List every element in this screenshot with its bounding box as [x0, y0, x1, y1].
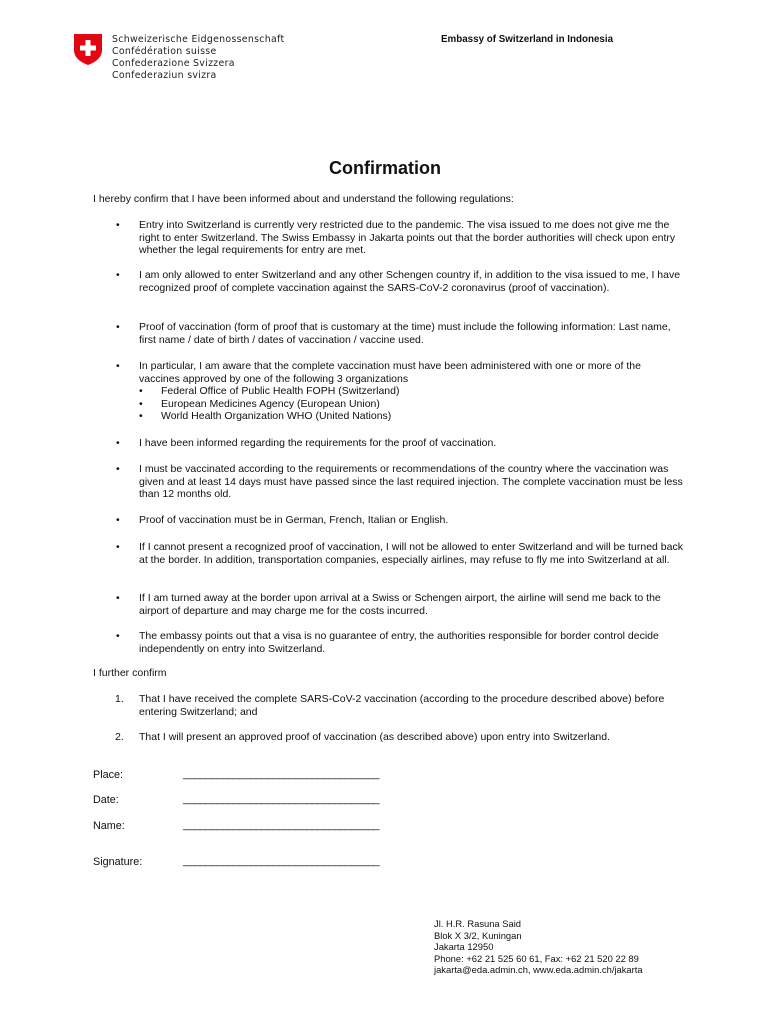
- organisation-names: [112, 34, 284, 82]
- confirmation-number: 1.: [115, 693, 124, 705]
- embassy-address: [434, 918, 643, 976]
- regulation-item: If I am turned away at the border upon arrival at a Swiss or Schengen airport, the airline will send me back to the airport of departure and may charge me for the costs incurred.: [139, 592, 661, 617]
- bullet-icon: •: [116, 541, 120, 553]
- swiss-coat-of-arms-logo: [73, 33, 103, 66]
- confirmation-item: That I have received the complete SARS-CoV-2 vaccination (according to the procedure described above) before entering Switzerland; and: [139, 693, 665, 718]
- name-label: Name:: [93, 820, 125, 832]
- regulation-item: The embassy points out that a visa is no guarantee of entry, the authorities responsible for border control decide independently on entry into Switzerland.: [139, 630, 659, 655]
- organization-label: Federal Office of Public Health FOPH (Switzerland): [161, 385, 400, 398]
- embassy-name: Embassy of Switzerland in Indonesia: [441, 34, 614, 45]
- bullet-icon: •: [116, 437, 120, 449]
- intro-text: I hereby confirm that I have been informed about and understand the following regulations:: [93, 193, 514, 205]
- org-name-rm: Confederaziun svizra: [112, 70, 217, 81]
- bullet-icon: •: [116, 269, 120, 281]
- bullet-icon: •: [116, 592, 120, 604]
- regulation-item: Proof of vaccination (form of proof that is customary at the time) must include the following information: Last name, first name / date of birth / dates of vaccination / vaccine used.: [139, 321, 671, 346]
- page-title: Confirmation: [329, 158, 441, 178]
- signature-field[interactable]: ___________________________________: [183, 855, 380, 867]
- org-name-de: Schweizerische Eidgenossenschaft: [112, 34, 285, 45]
- organization-item: [139, 385, 684, 398]
- organization-item: [139, 410, 684, 423]
- address-line: Jakarta 12950: [434, 941, 494, 953]
- regulation-item: In particular, I am aware that the complete vaccination must have been administered with one or more of the vaccines approved by one of the following 3 organizations: [139, 360, 641, 385]
- date-label: Date:: [93, 794, 119, 806]
- contact-phone-fax: Phone: +62 21 525 60 61, Fax: +62 21 520 22 89: [434, 952, 639, 964]
- bullet-icon: •: [116, 219, 120, 231]
- confirmation-item: That I will present an approved proof of vaccination (as described above) upon entry into Switzerland.: [139, 731, 611, 743]
- signature-label: Signature:: [93, 856, 143, 868]
- place-label: Place:: [93, 769, 124, 781]
- further-confirm-heading: I further confirm: [93, 667, 167, 679]
- organization-label: European Medicines Agency (European Union): [161, 397, 380, 410]
- org-name-it: Confederazione Svizzera: [112, 58, 235, 69]
- bullet-icon: •: [139, 410, 143, 423]
- bullet-icon: •: [116, 514, 120, 526]
- regulation-item: I am only allowed to enter Switzerland and any other Schengen country if, in addition to the visa issued to me, I have recognized proof of complete vaccination against the SARS-CoV-2 coronavirus (proof of vaccination).: [139, 269, 681, 294]
- regulation-item: I have been informed regarding the requirements for the proof of vaccination.: [139, 437, 497, 449]
- bullet-icon: •: [116, 360, 120, 372]
- org-name-fr: Confédération suisse: [112, 46, 217, 57]
- address-line: Jl. H.R. Rasuna Said: [434, 918, 522, 929]
- contact-email-web: jakarta@eda.admin.ch, www.eda.admin.ch/jakarta: [434, 964, 643, 976]
- organization-label: World Health Organization WHO (United Nations): [161, 410, 392, 423]
- bullet-icon: •: [139, 397, 143, 410]
- bullet-icon: •: [116, 463, 120, 475]
- organization-item: [139, 398, 684, 411]
- bullet-icon: •: [116, 630, 120, 642]
- regulation-item: I must be vaccinated according to the requirements or recommendations of the country where the vaccination was given and at least 14 days must have passed since the last required injection. The complete vaccination must be less than 12 months old.: [139, 463, 683, 501]
- regulation-item: Entry into Switzerland is currently very restricted due to the pandemic. The visa issued to me does not give me the right to enter Switzerland. The Swiss Embassy in Jakarta points out that the border authorities will check upon entry whether the legal requirements for entry are met.: [139, 219, 676, 257]
- address-line: Blok X 3/2, Kuningan: [434, 929, 522, 941]
- place-field[interactable]: ___________________________________: [183, 768, 380, 780]
- date-field[interactable]: ___________________________________: [183, 793, 380, 805]
- name-field[interactable]: ___________________________________: [183, 819, 380, 831]
- regulation-item: Proof of vaccination must be in German, French, Italian or English.: [139, 514, 449, 526]
- regulation-item-organizations: [139, 360, 684, 423]
- regulation-item: If I cannot present a recognized proof of vaccination, I will not be allowed to enter Switzerland and will be turned back at the border. In addition, transportation companies, especially airlines, may refuse to fly me into Switzerland at all.: [139, 541, 683, 566]
- bullet-icon: •: [116, 321, 120, 333]
- confirmation-number: 2.: [115, 731, 124, 743]
- bullet-icon: •: [139, 385, 143, 398]
